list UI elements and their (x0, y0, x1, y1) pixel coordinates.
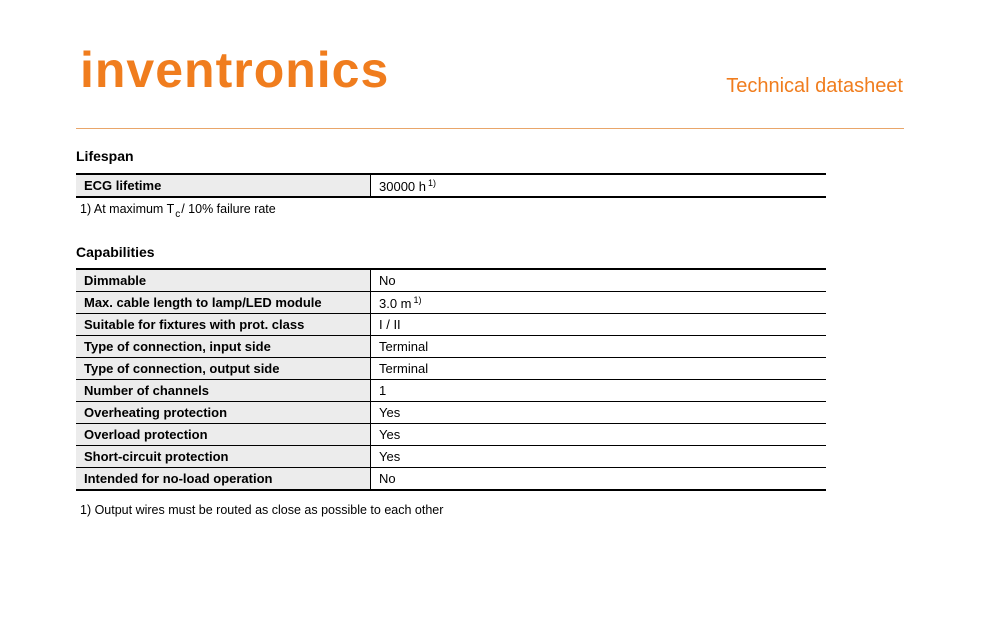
section-title-lifespan: Lifespan (76, 148, 134, 164)
row-value (371, 424, 827, 446)
row-value (371, 358, 827, 380)
table-row (76, 336, 826, 358)
row-value (371, 336, 827, 358)
table-row (76, 314, 826, 336)
row-label: Type of connection, input side (76, 336, 371, 358)
footnote-marker: 1) (428, 177, 437, 188)
row-value (371, 314, 827, 336)
row-value-text: I / II (379, 317, 401, 332)
table-row (76, 380, 826, 402)
row-value (371, 269, 827, 292)
lifespan-footnote (80, 202, 276, 220)
row-value (371, 174, 827, 197)
table-row (76, 468, 826, 491)
row-value-text: Yes (379, 427, 401, 442)
row-value-text: Terminal (379, 361, 429, 376)
table-row (76, 174, 826, 197)
row-value (371, 402, 827, 424)
footnote-prefix: 1) At maximum T (80, 202, 175, 216)
row-value (371, 446, 827, 468)
row-label: Type of connection, output side (76, 358, 371, 380)
capabilities-table (76, 268, 826, 491)
footnote-subscript: c (175, 209, 181, 220)
row-value (371, 380, 827, 402)
row-label: Intended for no-load operation (76, 468, 371, 491)
row-value-text: 1 (379, 383, 387, 398)
row-label: Overload protection (76, 424, 371, 446)
row-value-text: 30000 h (379, 178, 426, 194)
row-label: Overheating protection (76, 402, 371, 424)
row-label: Dimmable (76, 269, 371, 292)
row-label: Number of channels (76, 380, 371, 402)
row-value-text: 3.0 m (379, 295, 412, 311)
table-row (76, 446, 826, 468)
document-type: Technical datasheet (726, 75, 903, 97)
row-label: Short-circuit protection (76, 446, 371, 468)
table-row (76, 402, 826, 424)
section-title-capabilities: Capabilities (76, 244, 155, 260)
row-value-text: Yes (379, 449, 401, 464)
table-row (76, 424, 826, 446)
footnote-suffix: / 10% failure rate (181, 202, 276, 216)
row-label: ECG lifetime (76, 174, 371, 197)
row-label: Max. cable length to lamp/LED module (76, 292, 371, 314)
header-divider (76, 128, 904, 129)
brand-logo: inventronics (80, 42, 390, 98)
row-value-text: No (379, 273, 396, 288)
table-row (76, 269, 826, 292)
capabilities-footnote: 1) Output wires must be routed as close as possible to each other (80, 503, 444, 517)
row-value-text: No (379, 471, 396, 486)
table-row (76, 358, 826, 380)
lifespan-table (76, 173, 826, 198)
table-row (76, 292, 826, 314)
footnote-marker: 1) (413, 294, 422, 305)
row-label: Suitable for fixtures with prot. class (76, 314, 371, 336)
row-value (371, 292, 827, 314)
row-value-text: Terminal (379, 339, 429, 354)
row-value-text: Yes (379, 405, 401, 420)
row-value (371, 468, 827, 491)
